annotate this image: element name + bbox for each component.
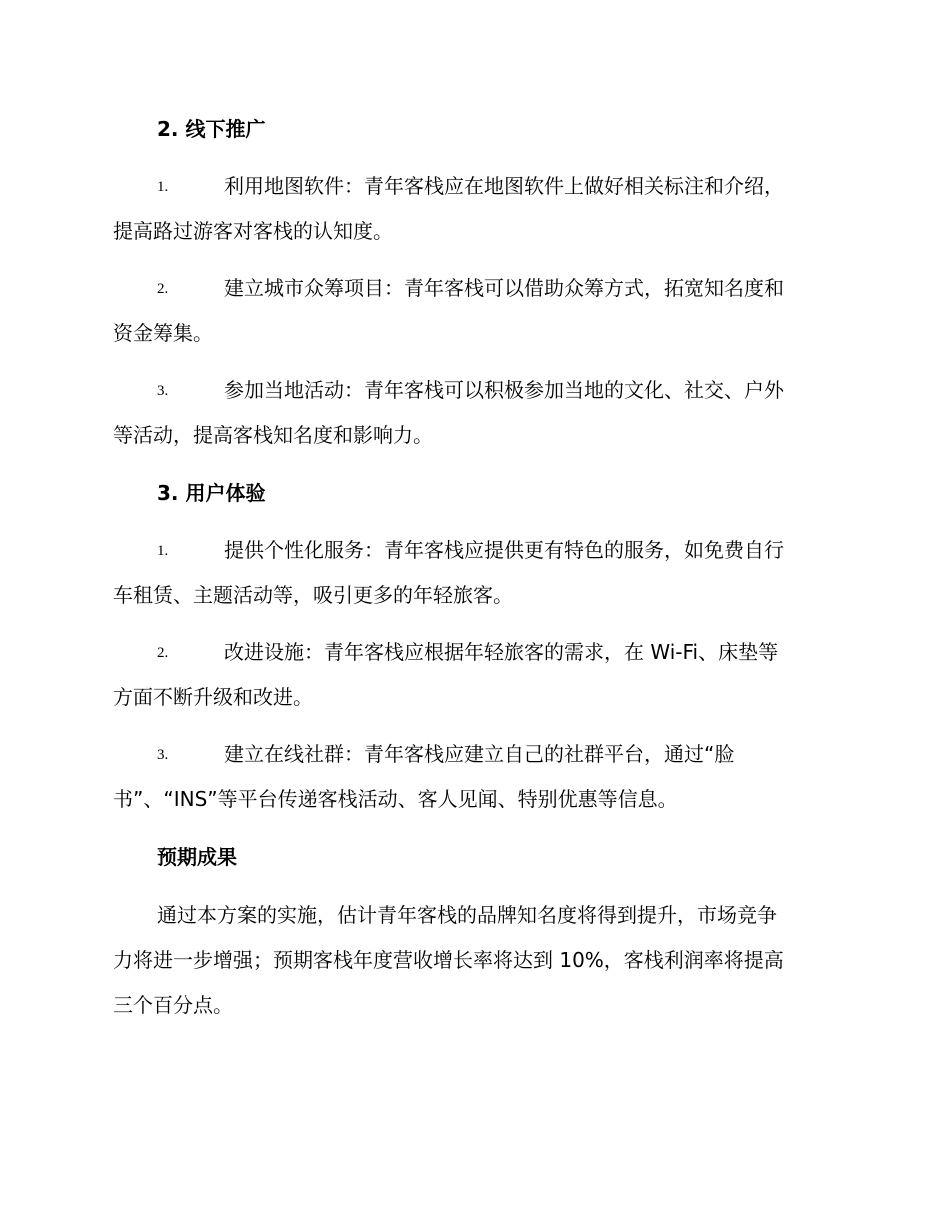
list-item-number: 2. (157, 281, 169, 297)
list-item-text: 利用地图软件：青年客栈应在地图软件上做好相关标注和介绍， (224, 174, 784, 198)
list-item-text-continued: 等活动，提高客栈知名度和影响力。 (113, 423, 433, 447)
list-item-text-continued: 书”、“INS”等平台传递客栈活动、客人见闻、特别优惠等信息。 (113, 787, 678, 811)
paragraph-line: 通过本方案的实施，估计青年客栈的品牌知名度将得到提升，市场竞争 (157, 903, 777, 927)
list-item-number: 2. (157, 645, 169, 661)
list-item-text: 参加当地活动：青年客栈可以积极参加当地的文化、社交、户外 (224, 378, 784, 402)
paragraph-line: 三个百分点。 (113, 993, 233, 1017)
list-item-text-continued: 资金筹集。 (113, 321, 213, 345)
list-item-text: 提供个性化服务：青年客栈应提供更有特色的服务，如免费自行 (224, 538, 784, 562)
list-item-text: 改进设施：青年客栈应根据年轻旅客的需求，在 Wi-Fi、床垫等 (224, 640, 779, 664)
list-item-text: 建立城市众筹项目：青年客栈可以借助众筹方式，拓宽知名度和 (224, 276, 784, 300)
list-item-text-continued: 方面不断升级和改进。 (113, 685, 313, 709)
list-item-text-continued: 提高路过游客对客栈的认知度。 (113, 219, 393, 243)
section-heading-expected-results: 预期成果 (157, 845, 237, 869)
section-heading-offline-promotion: 2. 线下推广 (157, 117, 266, 141)
list-item-number: 1. (157, 543, 169, 559)
list-item-number: 3. (157, 747, 169, 763)
list-item-text: 建立在线社群：青年客栈应建立自己的社群平台，通过“脸 (224, 742, 735, 766)
section-heading-user-experience: 3. 用户体验 (157, 481, 266, 505)
list-item-text-continued: 车租赁、主题活动等，吸引更多的年轻旅客。 (113, 583, 513, 607)
list-item-number: 3. (157, 383, 169, 399)
list-item-number: 1. (157, 179, 169, 195)
paragraph-line: 力将进一步增强；预期客栈年度营收增长率将达到 10%，客栈利润率将提高 (113, 948, 784, 972)
